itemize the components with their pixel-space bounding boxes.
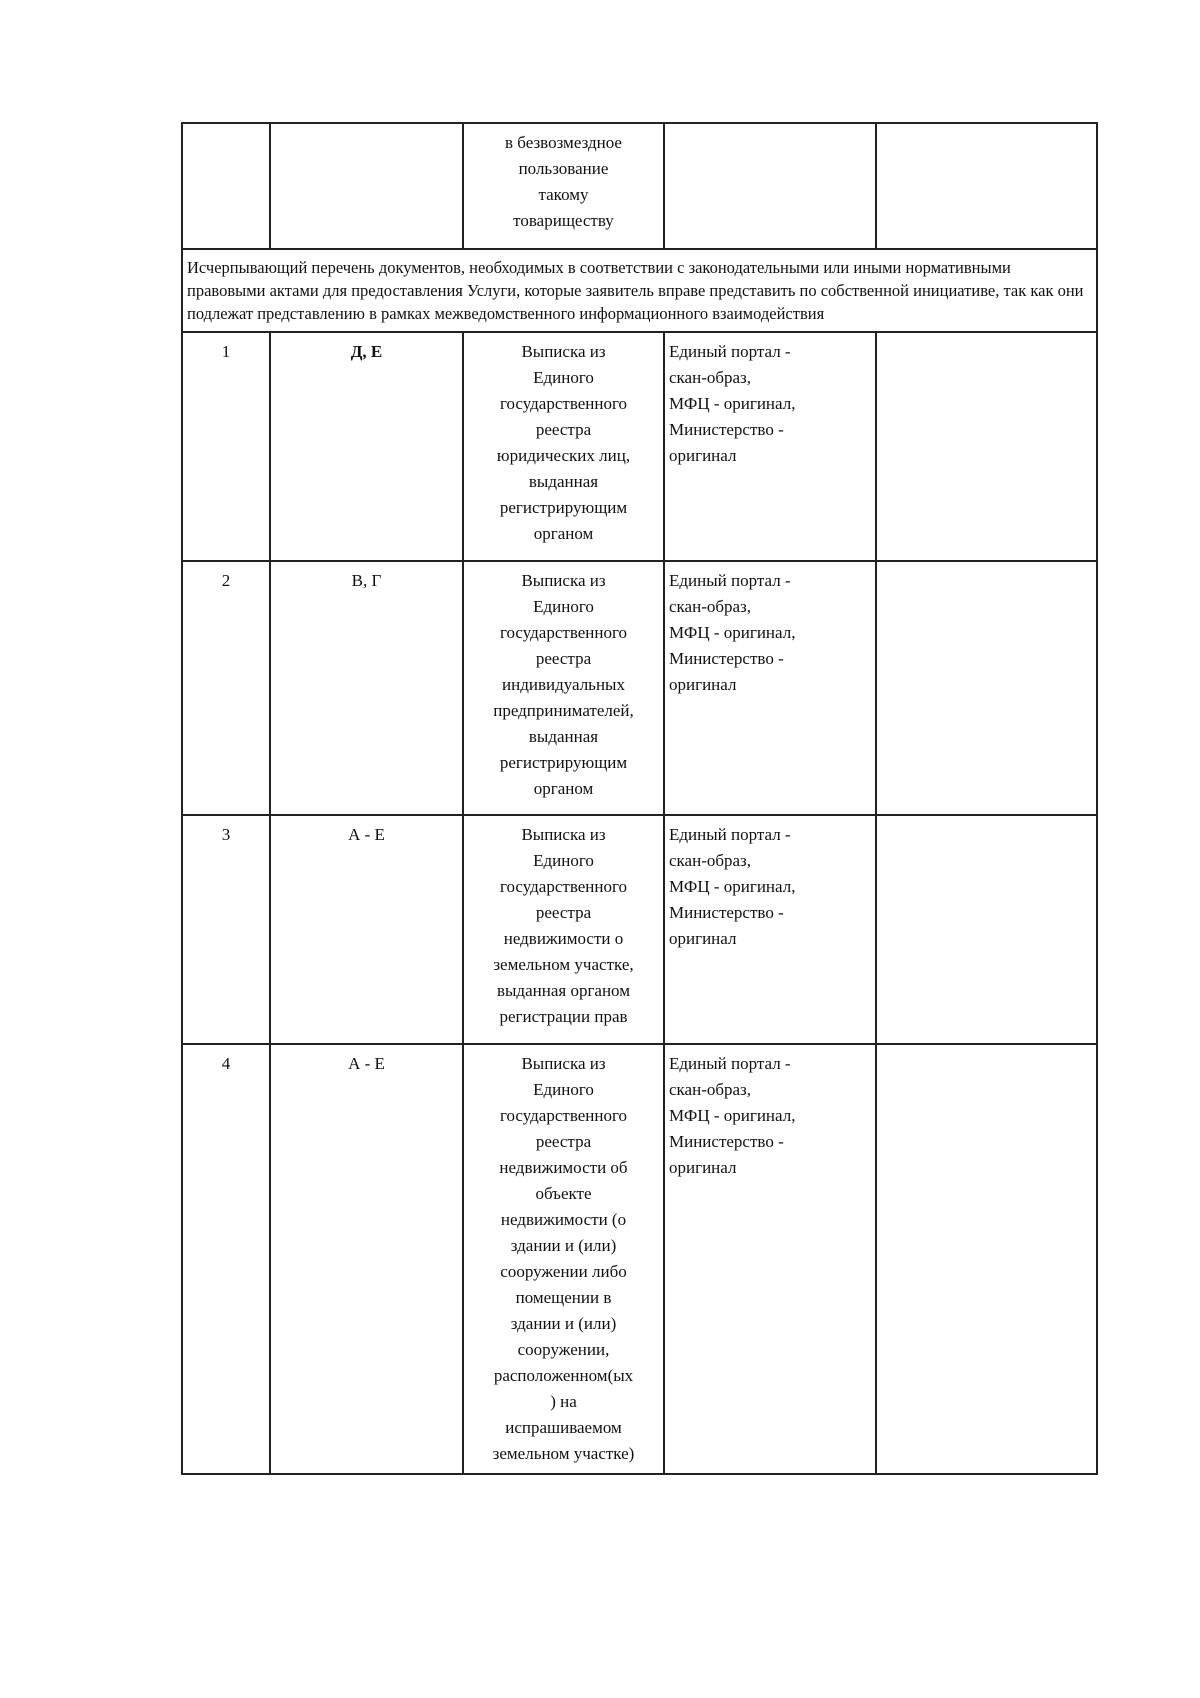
cell-number: 3 <box>182 815 270 1044</box>
cell-categories: Д, Е <box>270 332 463 561</box>
cell-document: Выписка из Единого государственного реестра индивидуальных предпринимателей, выданная регистрирующим органом <box>463 561 664 815</box>
documents-table <box>181 122 1098 1475</box>
cell-number: 2 <box>182 561 270 815</box>
cell-document: Выписка из Единого государственного реестра недвижимости о земельном участке, выданная органом регистрации прав <box>463 815 664 1044</box>
table-row <box>182 332 1097 561</box>
cell-submission: Единый портал - скан-образ, МФЦ - оригинал, Министерство - оригинал <box>664 1044 876 1474</box>
cell-document: Выписка из Единого государственного реестра недвижимости об объекте недвижимости (о здании и (или) сооружении либо помещении в здании и (или) сооружении, расположенном(ых ) на испрашиваемом земельном участке) <box>463 1044 664 1474</box>
cell-extra <box>876 332 1097 561</box>
cell-document-continuation: в безвозмездное пользование такому товариществу <box>463 123 664 249</box>
section-note-row <box>182 249 1097 332</box>
cell-extra <box>876 1044 1097 1474</box>
cell-categories-empty <box>270 123 463 249</box>
cell-extra-empty <box>876 123 1097 249</box>
cell-submission-empty <box>664 123 876 249</box>
cell-submission: Единый портал - скан-образ, МФЦ - оригинал, Министерство - оригинал <box>664 332 876 561</box>
cell-categories: В, Г <box>270 561 463 815</box>
table-row-continuation <box>182 123 1097 249</box>
cell-document: Выписка из Единого государственного реестра юридических лиц, выданная регистрирующим органом <box>463 332 664 561</box>
cell-categories: А - Е <box>270 815 463 1044</box>
table-row <box>182 1044 1097 1474</box>
table-row <box>182 561 1097 815</box>
cell-number: 4 <box>182 1044 270 1474</box>
cell-extra <box>876 815 1097 1044</box>
cell-categories: А - Е <box>270 1044 463 1474</box>
cell-number: 1 <box>182 332 270 561</box>
cell-extra <box>876 561 1097 815</box>
cell-submission: Единый портал - скан-образ, МФЦ - оригинал, Министерство - оригинал <box>664 815 876 1044</box>
section-note: Исчерпывающий перечень документов, необходимых в соответствии с законодательными или иными нормативными правовыми актами для предоставления Услуги, которые заявитель вправе представить по собственной инициативе, так как они подлежат представлению в рамках межведомственного информационного взаимодействия <box>182 249 1097 332</box>
cell-submission: Единый портал - скан-образ, МФЦ - оригинал, Министерство - оригинал <box>664 561 876 815</box>
table-row <box>182 815 1097 1044</box>
cell-number-empty <box>182 123 270 249</box>
